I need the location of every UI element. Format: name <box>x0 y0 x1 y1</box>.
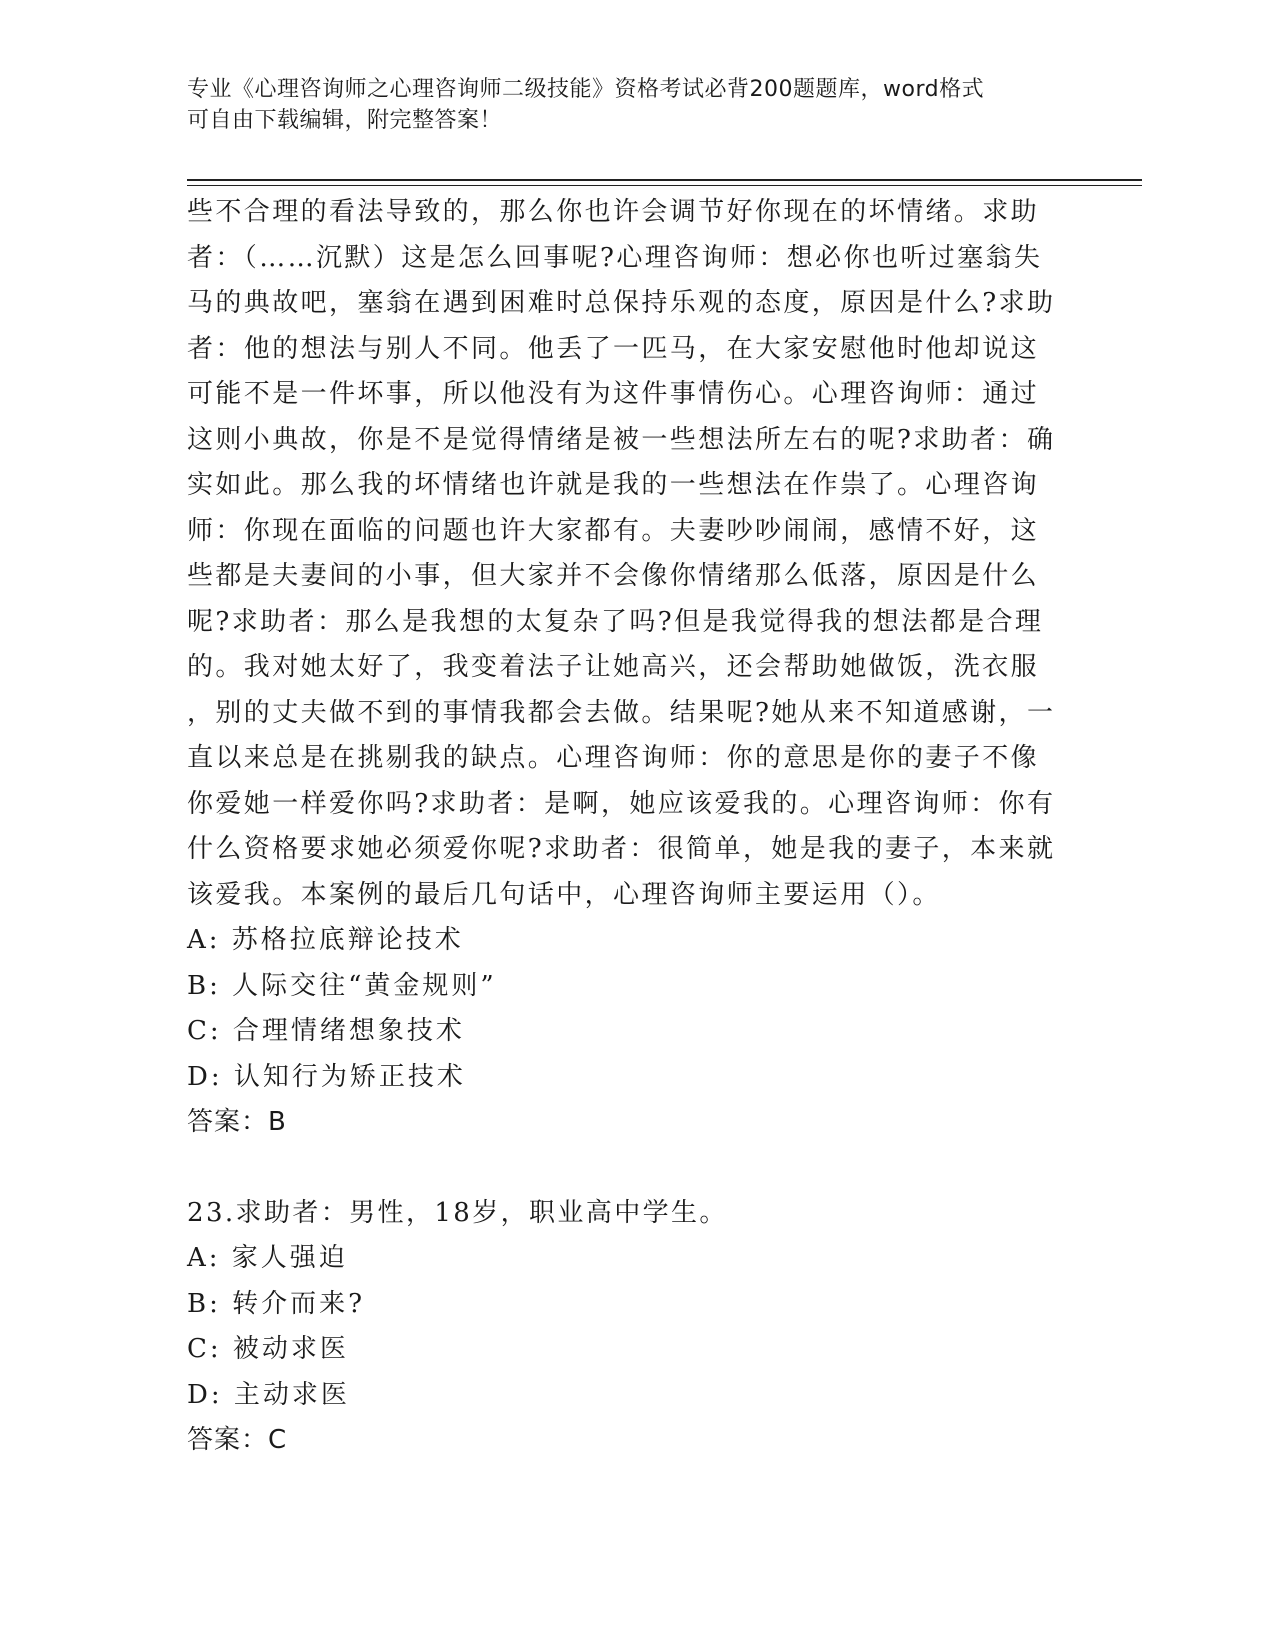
question-22-text <box>187 190 1087 918</box>
question-spacer <box>187 1146 1087 1191</box>
q23-stem: 23.求助者：男性，18岁，职业高中学生。 <box>187 1197 728 1228</box>
header-divider-thin <box>187 185 1142 186</box>
text-line: 该爱我。本案例的最后几句话中，心理咨询师主要运用（）。 <box>187 879 941 910</box>
q23-answer: 答案：C <box>187 1425 288 1455</box>
text-line: ，别的丈夫做不到的事情我都会去做。结果呢?她从来不知道感谢，一 <box>187 697 1056 728</box>
text-line: 实如此。那么我的坏情绪也许就是我的一些想法在作祟了。心理咨询 <box>187 470 1040 500</box>
text-line: 者：（……沉默）这是怎么回事呢?心理咨询师：想必你也听过塞翁失 <box>187 242 1043 273</box>
q22-option-b: B: 人际交往“黄金规则” <box>187 970 497 1001</box>
text-line: 你爱她一样爱你吗?求助者：是啊，她应该爱我的。心理咨询师：你有 <box>187 788 1056 819</box>
text-line: 直以来总是在挑剔我的缺点。心理咨询师：你的意思是你的妻子不像 <box>187 743 1040 773</box>
header-title-line-2: 可自由下载编辑，附完整答案！ <box>187 108 503 133</box>
page-header <box>187 74 1087 136</box>
text-line: 可能不是一件坏事，所以他没有为这件事情伤心。心理咨询师：通过 <box>187 379 1040 409</box>
q23-option-a: A: 家人强迫 <box>187 1243 348 1273</box>
document-body <box>187 190 1087 1464</box>
text-line: 什么资格要求她必须爱你呢?求助者：很简单，她是我的妻子，本来就 <box>187 834 1056 864</box>
text-line: 马的典故吧，塞翁在遇到困难时总保持乐观的态度，原因是什么?求助 <box>187 288 1056 318</box>
text-line: 的。我对她太好了，我变着法子让她高兴，还会帮助她做饭，洗衣服 <box>187 652 1040 682</box>
q22-option-c: C: 合理情绪想象技术 <box>187 1016 465 1046</box>
text-line: 些都是夫妻间的小事，但大家并不会像你情绪那么低落，原因是什么 <box>187 561 1040 591</box>
q23-option-c: C: 被动求医 <box>187 1334 349 1364</box>
q23-option-d: D: 主动求医 <box>187 1379 350 1410</box>
text-line: 些不合理的看法导致的，那么你也许会调节好你现在的坏情绪。求助 <box>187 197 1040 227</box>
q22-answer: 答案：B <box>187 1107 287 1137</box>
q23-option-b: B: 转介而来? <box>187 1288 366 1319</box>
header-divider-thick <box>187 179 1142 181</box>
text-line: 者：他的想法与别人不同。他丢了一匹马，在大家安慰他时他却说这 <box>187 333 1040 364</box>
text-line: 师：你现在面临的问题也许大家都有。夫妻吵吵闹闹，感情不好，这 <box>187 515 1040 546</box>
text-line: 这则小典故，你是不是觉得情绪是被一些想法所左右的呢?求助者：确 <box>187 424 1056 455</box>
q22-option-d: D: 认知行为矫正技术 <box>187 1061 466 1092</box>
q22-option-a: A: 苏格拉底辩论技术 <box>187 925 464 955</box>
header-title-line-1: 专业《心理咨询师之心理咨询师二级技能》资格考试必背200题题库，word格式 <box>187 77 985 102</box>
text-line: 呢?求助者：那么是我想的太复杂了吗?但是我觉得我的想法都是合理 <box>187 606 1044 637</box>
